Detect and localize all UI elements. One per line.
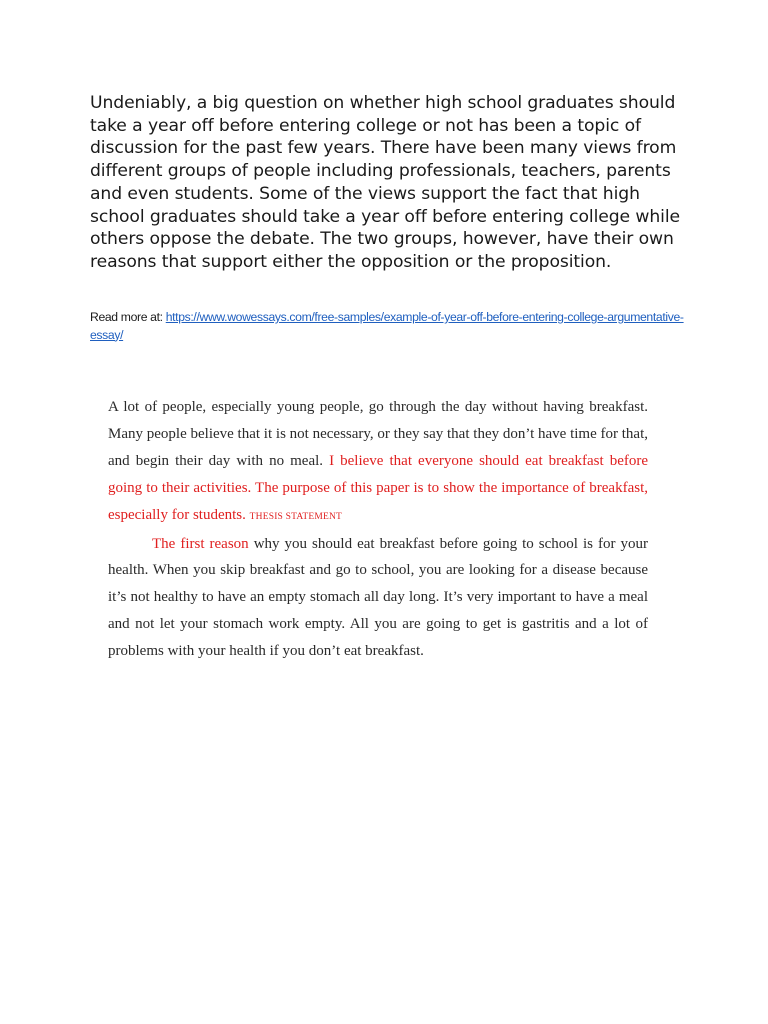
excerpt-intro-text: A lot of people, especially young people, go through the day without having breakfast. Many people believe that it is not necessary, or they say that they don’t have time for that, and begin their day with no meal. — [108, 399, 648, 469]
first-reason-text: why you should eat breakfast before going to school is for your health. When you skip breakfast and go to school, you are looking for a disease because it’s not healthy to have an empty stomach all day long. It’s very important to have a meal and not let your stomach work empty. All you are going to get is gastritis and a lot of problems with your health if you don’t eat breakfast. — [108, 535, 648, 660]
source-link[interactable]: https://www.wowessays.com/free-samples/example-of-year-off-before-entering-college-argumentative-essay/ — [90, 310, 684, 342]
read-more-label: Read more at: — [90, 310, 166, 324]
first-reason-label: The first reason — [152, 535, 249, 552]
essay-excerpt-image — [108, 394, 648, 665]
excerpt-paragraph-1 — [108, 394, 648, 531]
intro-paragraph: Undeniably, a big question on whether high school graduates should take a year off before entering college or not has been a topic of discussion for the past few years. There have been many views from different groups of people including professionals, teachers, parents and even students. Some of the views support the fact that high school graduates should take a year off before entering college while others oppose the debate. The two groups, however, have their own reasons that support either the opposition or the proposition. — [90, 93, 680, 272]
thesis-sentence: I believe that everyone should eat breakfast before going to their activities. The purpose of this paper is to show the importance of breakfast, especially for students. — [108, 452, 649, 523]
excerpt-paragraph-2 — [108, 531, 648, 666]
read-more-line — [90, 309, 690, 344]
thesis-statement-tag: THESIS STATEMENT — [249, 511, 343, 522]
